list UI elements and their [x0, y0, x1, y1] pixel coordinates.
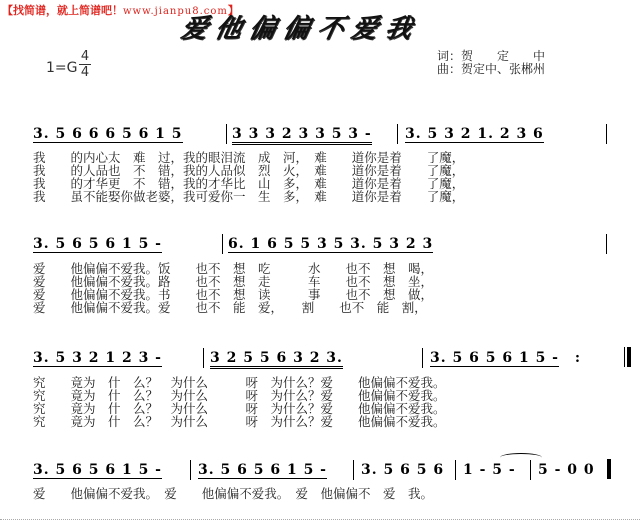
key-signature: 1=G	[46, 60, 78, 76]
lyric-verse-3: 究 竟为 什 么？ 为什么 呀 为什么？爱 他偏偏不爱我。	[33, 401, 446, 416]
repeat-barline-thick	[627, 347, 631, 367]
system-2-measure-2	[228, 236, 433, 252]
system-4-lyrics	[33, 487, 433, 500]
system-4-measure-5	[538, 462, 595, 478]
lyric-verse-1: 爱 他偏偏不爱我。饭 也不 想 吃 水 也不 想 喝，	[33, 261, 434, 276]
lyric-verse-1: 我 的内心太 难 过，我的眼泪流 成 河， 难 道你是着 了魔，	[33, 150, 465, 165]
barline	[190, 460, 191, 480]
barline	[226, 124, 227, 144]
barline	[397, 124, 398, 144]
lyric-verse-1: 爱 他偏偏不爱我。 爱 他偏偏不爱我。 爱 他偏偏不 爱 我。	[33, 486, 434, 501]
notes: 3. 5 6 5 6 1 5 -	[33, 462, 162, 478]
final-barline	[607, 459, 611, 479]
system-3-lyrics	[33, 376, 446, 428]
lyric-verse-3: 爱 他偏偏不爱我。书 也不 想 读 事 也不 想 做，	[33, 287, 434, 302]
system-3-measure-3	[430, 350, 581, 366]
song-title: 爱他偏偏不爱我	[178, 14, 423, 44]
banner-text: 【找简谱，就上简谱吧！	[2, 4, 123, 17]
repeat-barline-thin	[624, 347, 625, 367]
banner-close-bracket: 】	[227, 4, 239, 17]
lyric-verse-1: 究 竟为 什 么？ 为什么 呀 为什么？爱 他偏偏不爱我。	[33, 375, 446, 390]
system-2-measure-1	[33, 236, 162, 252]
notes: 6. 1 6 5 5 3 5 3. 5 3 2 3	[228, 236, 434, 252]
notes: 3 2 5 5 6 3 2 3.	[210, 350, 343, 369]
system-1-measure-3	[405, 126, 544, 142]
banner-url[interactable]: www.jianpu8.com	[123, 6, 228, 17]
lyric-verse-4: 究 竟为 什 么？ 为什么 呀 为什么？爱 他偏偏不爱我。	[33, 414, 446, 429]
notes: 3. 5 6 6 6 5 6 1 5	[33, 126, 183, 142]
system-1-lyrics	[33, 151, 464, 203]
notes: 5 - 0 0	[538, 462, 595, 478]
barline	[222, 234, 223, 254]
barline	[422, 348, 423, 368]
system-2-lyrics	[33, 262, 433, 314]
time-bottom: 4	[80, 65, 90, 80]
lyric-verse-2: 爱 他偏偏不爱我。路 也不 想 走 车 也不 想 坐，	[33, 274, 434, 289]
repeat-colon: :	[574, 350, 582, 366]
system-4-measure-4	[463, 462, 516, 478]
barline	[203, 348, 204, 368]
notes: 3. 5 6 5 6 1 5 -	[33, 236, 162, 252]
lyricist: 词：贺 定 中	[437, 49, 546, 63]
system-1-measure-1	[33, 126, 183, 142]
tie-slur	[500, 453, 542, 462]
notes: 3. 5 6 5 6 1 5 -	[198, 462, 327, 478]
notes: 3. 5 6 5 6	[361, 462, 445, 478]
notes: 3. 5 3 2 1. 2 3 6	[405, 126, 544, 142]
barline	[606, 234, 607, 254]
barline	[606, 124, 607, 144]
system-4-measure-3	[361, 462, 444, 478]
lyric-verse-4: 我 虽不能娶你做老婆，我可爱你一 生 多， 难 道你是着 了魔，	[33, 189, 465, 204]
notes: 3. 5 3 2 1 2 3 -	[33, 350, 162, 366]
lyric-verse-2: 究 竟为 什 么？ 为什么 呀 为什么？爱 他偏偏不爱我。	[33, 388, 446, 403]
notes: 3. 5 6 5 6 1 5 -	[430, 350, 559, 366]
system-3-measure-2	[210, 350, 343, 366]
credits	[437, 50, 545, 76]
composer: 曲：贺定中、张郴州	[437, 62, 546, 76]
time-top: 4	[80, 49, 90, 64]
lyric-verse-4: 爱 他偏偏不爱我。爱 也不 能 爱， 割 也不 能 割，	[33, 300, 427, 315]
system-4-measure-1	[33, 462, 162, 478]
barline	[455, 460, 456, 480]
lyric-verse-2: 我 的人品也 不 错，我的人品似 烈 火， 难 道你是着 了魔，	[33, 163, 465, 178]
system-1-measure-2	[232, 126, 372, 142]
barline	[353, 460, 354, 480]
system-4-measure-2	[198, 462, 327, 478]
lyric-verse-3: 我 的才华更 不 错，我的才华比 山 多， 难 道你是着 了魔，	[33, 176, 465, 191]
system-3-measure-1	[33, 350, 162, 366]
notes: 1 - 5 -	[463, 462, 516, 478]
barline	[530, 460, 531, 480]
time-signature	[79, 50, 91, 79]
notes: 3 3 3 2 3 3 5 3 -	[232, 126, 372, 145]
